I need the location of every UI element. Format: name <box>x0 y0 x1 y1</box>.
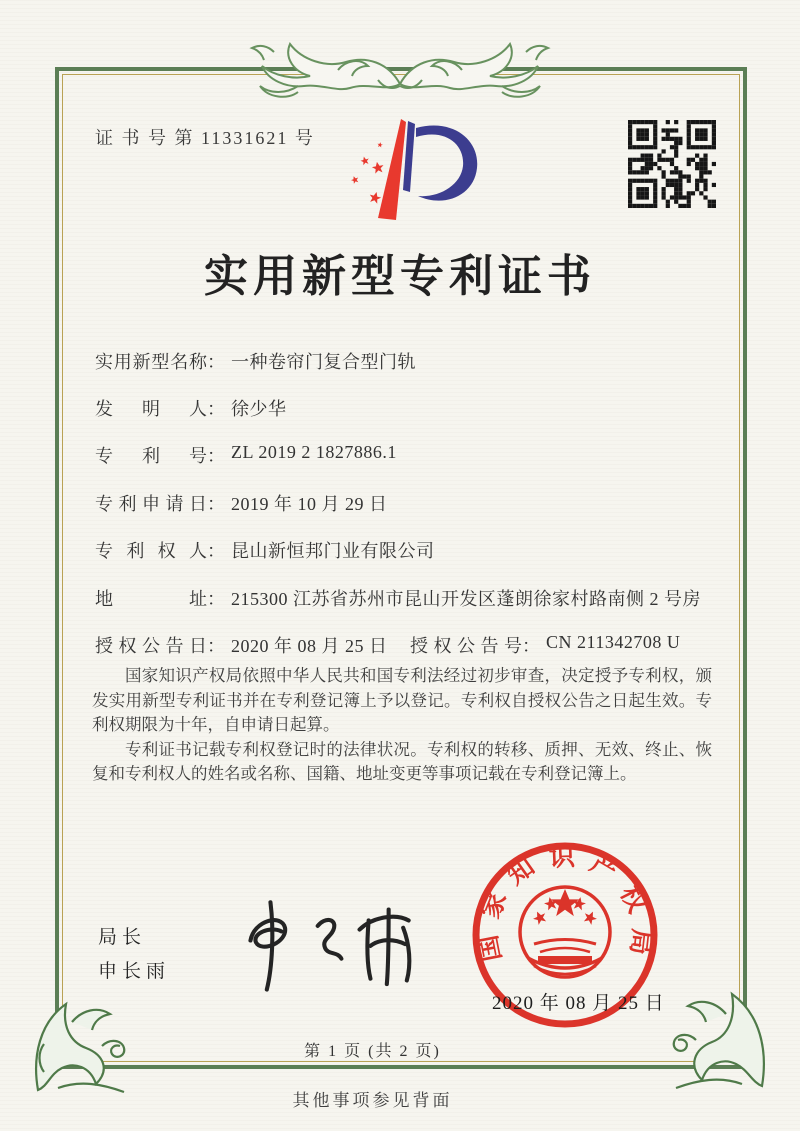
page-indicator: 第 1 页 (共 2 页) <box>304 1043 441 1060</box>
field-colon: ： <box>207 541 225 561</box>
field-row-patent-no <box>95 442 397 468</box>
field-value: 一种卷帘门复合型门轨 <box>231 352 416 372</box>
field-value: 215300 江苏省苏州市昆山开发区蓬朗徐家村路南侧 2 号房 <box>231 589 701 609</box>
field-row-inventor <box>95 395 287 421</box>
field-label: 实用新型名称 <box>95 352 207 372</box>
field-row-grant-date <box>95 632 681 658</box>
field-value: CN 211342708 U <box>546 632 681 652</box>
legal-text-block <box>92 664 712 787</box>
field-label: 地址 <box>95 589 207 609</box>
qr-code-icon <box>628 120 716 208</box>
field-value: 徐少华 <box>231 399 287 419</box>
seal-text: 国家知识产权局 <box>473 841 657 964</box>
field-label: 授权公告号 <box>410 636 522 656</box>
border-ornament-top-icon <box>238 22 562 110</box>
field-label: 授权公告日 <box>95 636 207 656</box>
field-value: 2019 年 10 月 29 日 <box>231 494 388 514</box>
cnipa-logo-icon <box>330 116 480 234</box>
field-colon: ： <box>207 636 225 656</box>
field-value: 2020 年 08 月 25 日 <box>231 636 388 656</box>
back-side-note: 其他事项参见背面 <box>292 1091 453 1110</box>
field-row-name <box>95 348 416 374</box>
commissioner-name: 申长雨 <box>98 961 171 982</box>
field-value: 昆山新恒邦门业有限公司 <box>231 541 435 561</box>
field-colon: ： <box>207 494 225 514</box>
field-colon: ： <box>207 589 225 609</box>
legal-paragraph-2: 专利证书记载专利权登记时的法律状况。专利权的转移、质押、无效、终止、恢复和专利权人的姓名或名称、国籍、地址变更等事项记载在专利登记簿上。 <box>92 739 712 783</box>
certificate-title: 实用新型专利证书 <box>204 252 596 301</box>
commissioner-title: 局长 <box>98 927 147 948</box>
legal-paragraph-1: 国家知识产权局依照中华人民共和国专利法经过初步审查，决定授予专利权，颁发实用新型专利证书并在专利登记簿上予以登记。专利权自授权公告之日起生效。专利权期限为十年，自申请日起算。 <box>92 666 712 734</box>
field-row-filing-date <box>95 490 388 516</box>
seal-date: 2020 年 08 月 25 日 <box>492 993 665 1014</box>
field-label: 专利权人 <box>95 541 207 561</box>
field-colon: ： <box>207 399 225 419</box>
commissioner-signature-icon <box>225 895 425 995</box>
field-colon: ： <box>522 636 540 656</box>
field-label: 发明人 <box>95 399 207 419</box>
field-colon: ： <box>207 352 225 372</box>
field-grant-no <box>410 632 680 658</box>
field-row-patentee <box>95 537 435 563</box>
field-colon: ： <box>207 446 225 466</box>
field-label: 专利号 <box>95 446 207 466</box>
field-label: 专利申请日 <box>95 494 207 514</box>
field-value: ZL 2019 2 1827886.1 <box>231 442 397 462</box>
certificate-number: 证 书 号 第 11331621 号 <box>95 128 315 148</box>
field-row-address <box>95 585 701 611</box>
